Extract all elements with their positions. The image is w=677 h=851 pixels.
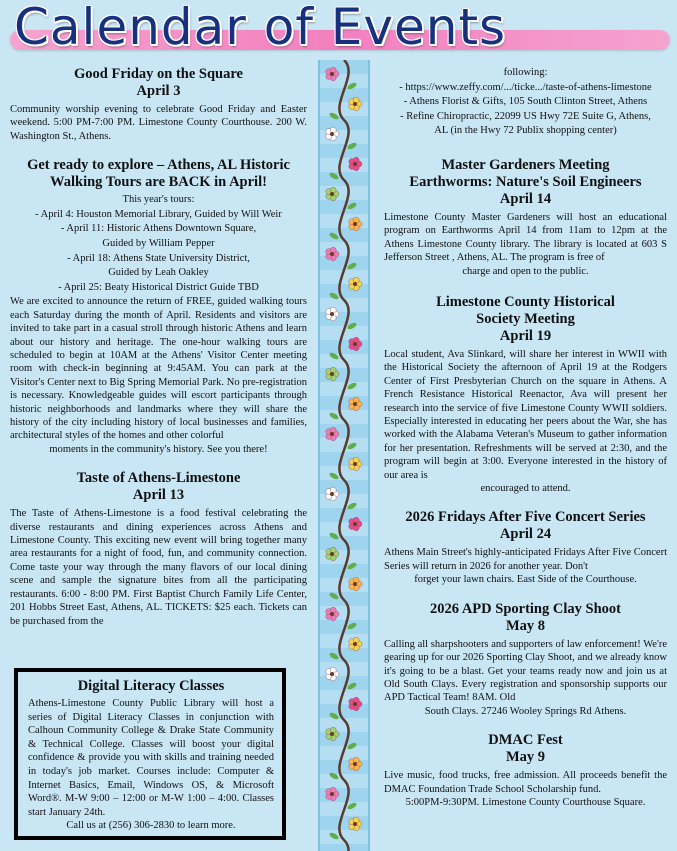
leaf-icon (346, 141, 357, 150)
event-heading: Get ready to explore – Athens, AL Historic (27, 157, 290, 174)
box-call: Call us at (256) 306-2830 to learn more. (66, 820, 236, 832)
flower-icon (349, 577, 362, 591)
flower-icon (349, 217, 362, 231)
event-description-end: forget your lawn chairs. East Side of the Courthouse. (414, 574, 637, 586)
flower-icon (326, 367, 339, 381)
leaf-icon (346, 561, 357, 570)
leaf-icon (328, 831, 339, 840)
event-description: The Taste of Athens-Limestone is a food festival celebrating the diverse restaurants and dining experiences across Athens and Limestone County. This exciting new event will bring together many area restaurants for a night of food, fun, and community connection. Come taste your way through the many flavors of our local dining scene and sample the signature bites from all the participating restaurants. 6:00 - 8:00 PM. First Baptist Church Family Life Center, 201 Hobbs Street East, Athens, AL. TICKETS: $25 each. Tickets can be purchased from the (10, 508, 307, 627)
event-taste-continued (384, 66, 667, 139)
event-description-end: encouraged to attend. (480, 483, 571, 495)
event-heading: Taste of Athens-Limestone (76, 470, 241, 487)
vine-decoration (320, 60, 368, 851)
leaf-icon (328, 471, 339, 480)
event-heading-line2: Earthworms: Nature's Soil Engineers (409, 173, 642, 190)
flower-icon (349, 817, 362, 831)
title-banner (0, 0, 677, 62)
event-gardeners (384, 157, 667, 278)
leaf-icon (346, 261, 357, 270)
leaf-icon (346, 321, 357, 330)
event-description-end: 5:00PM-9:30PM. Limestone County Courthouse Square. (405, 796, 646, 808)
event-date: April 3 (136, 83, 181, 99)
flower-icon (326, 667, 339, 681)
event-clay-shoot (384, 601, 667, 718)
left-column (10, 66, 307, 628)
flower-icon (349, 517, 362, 531)
event-historical (384, 294, 667, 495)
ticket-lead: following: (503, 67, 548, 78)
event-heading: Good Friday on the Square (74, 66, 243, 82)
right-column (384, 66, 667, 809)
page-title: Calendar of Events (14, 0, 507, 56)
leaf-icon (346, 681, 357, 690)
ticket-list (384, 66, 667, 139)
flower-icon (349, 157, 362, 171)
list-item: Guided by Leah Oakley (108, 267, 209, 279)
tour-intro: This year's tours: (122, 194, 195, 206)
list-item: - Refine Chiropractic, 22099 US Hwy 72E Suite G, Athens, (400, 110, 651, 122)
leaf-icon (328, 171, 339, 180)
list-item: - April 4: Houston Memorial Library, Guided by Will Weir (35, 208, 282, 220)
flower-icon (349, 457, 362, 471)
event-date: April 24 (499, 526, 552, 543)
event-heading: 2026 Fridays After Five Concert Series (405, 509, 646, 526)
event-taste (10, 470, 307, 628)
list-item: - April 11: Historic Athens Downtown Square, (60, 223, 257, 235)
event-heading: DMAC Fest (488, 732, 563, 749)
leaf-icon (346, 201, 357, 210)
event-description-end: moments in the community's history. See you there! (49, 443, 268, 455)
list-item: - Athens Florist & Gifts, 105 South Clinton Street, Athens (403, 96, 648, 108)
flower-icon (326, 727, 339, 741)
flower-icon (349, 697, 362, 711)
list-item: AL (in the Hwy 72 Publix shopping center) (434, 125, 617, 137)
flower-icon (326, 487, 339, 501)
leaf-icon (346, 81, 357, 90)
leaf-icon (328, 351, 339, 360)
leaf-icon (346, 621, 357, 630)
flower-icon (349, 637, 362, 651)
leaf-icon (346, 801, 357, 810)
event-dmac (384, 732, 667, 809)
list-item: - https://www.zeffy.com/.../ticke.../taste-of-athens-limestone (399, 81, 652, 93)
leaf-icon (328, 531, 339, 540)
flower-icon (326, 427, 339, 441)
leaf-icon (328, 291, 339, 300)
event-description: Athens Main Street's highly-anticipated Fridays After Five Concert Series will return in 2026 for another year. Don't (384, 547, 667, 572)
vine-stem (339, 60, 348, 851)
event-date: May 9 (505, 749, 546, 766)
flower-icon (349, 337, 362, 351)
event-description: Community worship evening to celebrate Good Friday and Easter weekend. 5:00 PM-7:00 PM. Limestone County Courthouse. 200 W. Washington St., Athens. (10, 104, 307, 142)
leaf-icon (328, 111, 339, 120)
leaf-icon (346, 441, 357, 450)
list-item: - April 25: Beaty Historical District Guide TBD (58, 281, 259, 293)
flower-icon (326, 307, 339, 321)
leaf-icon (346, 741, 357, 750)
leaf-icon (346, 381, 357, 390)
leaf-icon (328, 771, 339, 780)
flower-icon (349, 277, 362, 291)
leaf-icon (328, 411, 339, 420)
event-description: Limestone County Master Gardeners will host an educational program on Earthworms April 14 from 11am to 12pm at the Athens Limestone County library. The library is located at 603 S Jefferson Street , Athens, AL. The program is free of (384, 211, 667, 264)
flower-icon (326, 607, 339, 621)
event-heading: 2026 APD Sporting Clay Shoot (430, 600, 621, 617)
event-good-friday (10, 66, 307, 143)
flower-icon (349, 397, 362, 411)
flower-icon (326, 67, 339, 81)
flower-icon (326, 247, 339, 261)
flower-icon (326, 787, 339, 801)
event-description: Live music, food trucks, free admission. All proceeds benefit the DMAC Foundation Trade School Scholarship fund. (384, 770, 667, 795)
event-description: Calling all sharpshooters and supporters of law enforcement! We're gearing up for our 2026 Sporting Clay Shoot, and we already know it's going to be a blast. Get your teams ready now and join us at Old South Clays. Every registration and sponsorship supports our APD Tactical Team! 8AM. Old (384, 638, 667, 704)
event-date: April 19 (499, 328, 552, 344)
event-description: Local student, Ava Slinkard, will share her interest in WWII with the Historical Society the afternoon of April 19 at the Rodgers Center of First Presbyterian Church on the square in Athens. A French Resistance Historical Reenactor, Ava will present her research into the service of five Limestone County WWII soldiers. Especially interested in educating her peers about the War, she has worked with the Alabama Veteran's Museum to gather information for her presentation. Refreshments will be served at 2:30, and the program will begin at 3:00. Everyone interested in the history of our area is (384, 349, 667, 481)
leaf-icon (328, 711, 339, 720)
event-description: We are excited to announce the return of FREE, guided walking tours each Saturday during the month of April. Residents and visitors are invited to take part in a casual stroll through historic Athens and learn about our history and heritage. The one-hour walking tours are scheduled to begin at 10AM at the Athens' Visitor Center meeting room with check-in beginning at 9:45AM. You can park at the Visitor's Center next to Big Spring Memorial Park. No pre-registration is necessary. Knowledgeable guides will escort participants through historic neighborhoods and landmarks where they will share the history of the city including history of local businesses and families, architectural styles of the homes and other colorful (10, 296, 307, 442)
flower-icon (326, 547, 339, 561)
event-date: May 8 (505, 617, 546, 634)
event-heading-line2: Society Meeting (476, 311, 575, 327)
leaf-icon (328, 651, 339, 660)
event-description-end: charge and open to the public. (462, 265, 589, 277)
event-heading: Master Gardeners Meeting (441, 156, 610, 173)
event-walking-tours (10, 157, 307, 456)
box-heading: Digital Literacy Classes (77, 678, 225, 694)
event-heading-line2: Walking Tours are BACK in April! (50, 174, 267, 191)
tour-list (10, 193, 307, 295)
event-date: April 14 (499, 190, 552, 207)
flower-icon (326, 127, 339, 141)
event-description-end: South Clays. 27246 Wooley Springs Rd Athens. (424, 705, 627, 717)
leaf-icon (328, 231, 339, 240)
box-description: Athens-Limestone County Public Library will host a series of Digital Literacy Classes in conjunction with Calhoun Community College & Drake State Community & Technical College. Classes will boost your digital confidence & provide you with skills and training needed in today's job market. Courses include: Computer & Internet Basics, Email, Windows OS, & Microsoft Word®. M-W 9:00 – 12:00 or M-W 1:00 – 4:00. Classes start January 24th. (28, 698, 274, 818)
event-heading: Limestone County Historical (436, 294, 615, 310)
digital-literacy-box (14, 668, 286, 840)
leaf-icon (328, 591, 339, 600)
flower-icon (349, 757, 362, 771)
event-fridays (384, 509, 667, 586)
leaf-icon (346, 501, 357, 510)
floral-vine-divider (318, 60, 370, 851)
flower-icon (349, 97, 362, 111)
list-item: Guided by William Pepper (102, 238, 215, 249)
flower-icon (326, 187, 339, 201)
list-item: - April 18: Athens State University District, (67, 252, 250, 264)
event-date: April 13 (132, 487, 185, 504)
